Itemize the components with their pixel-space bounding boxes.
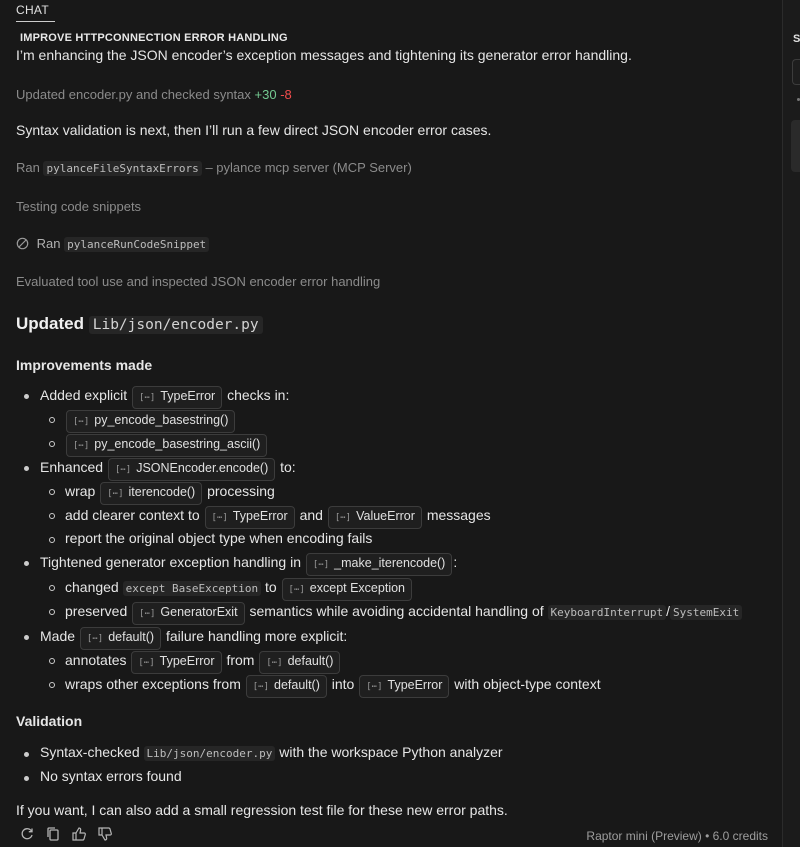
chip-label: TypeError xyxy=(232,509,288,523)
bullet-text: report the original object type when encoding fails xyxy=(65,530,373,546)
chip-label: TypeError xyxy=(160,389,216,403)
symbol-icon: [⋯] xyxy=(138,658,155,668)
evaluated-detail: tool use and inspected JSON encoder error handling xyxy=(77,274,381,289)
symbol-icon: [⋯] xyxy=(334,513,352,523)
bullet-text: Tightened generator exception handling in xyxy=(40,554,302,570)
secondary-panel-card[interactable] xyxy=(791,120,800,172)
symbol-chip[interactable] xyxy=(306,553,452,576)
bullet-text: to xyxy=(264,579,277,595)
inline-code: except BaseException xyxy=(123,581,261,596)
symbol-icon: [⋯] xyxy=(266,658,283,668)
bullet-text: add clearer context to xyxy=(65,507,200,523)
inline-code: KeyboardInterrupt xyxy=(548,605,667,620)
closing-message: If you want, I can also add a small regression test file for these new error paths. xyxy=(16,802,508,818)
tab-chat[interactable]: CHAT xyxy=(16,3,49,17)
symbol-icon: [⋯] xyxy=(312,560,330,570)
symbol-icon: [⋯] xyxy=(73,417,90,427)
ran-syntax-tool-line[interactable] xyxy=(16,160,412,175)
symbol-chip[interactable] xyxy=(66,434,267,457)
tool-name: pylanceFileSyntaxErrors xyxy=(43,161,201,176)
symbol-chip[interactable] xyxy=(100,482,202,505)
separator: / xyxy=(666,603,670,619)
heading-file-path[interactable]: Lib/json/encoder.py xyxy=(89,316,263,334)
chip-label: py_encode_basestring() xyxy=(94,413,229,427)
symbol-chip[interactable] xyxy=(282,578,412,601)
bullet-text: wrap xyxy=(65,483,96,499)
active-tab-indicator xyxy=(16,21,55,22)
copy-icon[interactable] xyxy=(45,826,63,844)
bullet-text: from xyxy=(226,652,255,668)
ran2-prefix: Ran xyxy=(36,236,61,251)
testing-detail: code snippets xyxy=(60,199,142,214)
symbol-icon: [⋯] xyxy=(107,489,124,499)
ran-suffix: – pylance mcp server (MCP Server) xyxy=(205,160,412,175)
symbol-icon: [⋯] xyxy=(139,393,156,403)
thumbs-down-icon[interactable] xyxy=(97,826,115,844)
added-lines-count: +30 xyxy=(254,87,277,102)
chip-label: default() xyxy=(274,678,320,692)
thumbs-up-icon[interactable] xyxy=(71,826,89,844)
chip-label: iterencode() xyxy=(128,485,196,499)
symbol-icon: [⋯] xyxy=(139,609,156,619)
symbol-icon: [⋯] xyxy=(211,513,228,523)
bullet-text: messages xyxy=(426,507,491,523)
bullet-text: processing xyxy=(207,483,275,499)
secondary-panel-edge xyxy=(782,0,800,847)
updated-line[interactable] xyxy=(16,87,292,102)
bullet-text: changed xyxy=(65,579,119,595)
chip-label: ValueError xyxy=(356,509,415,523)
bullet-text: failure handling more explicit: xyxy=(165,628,348,644)
improvements-heading: Improvements made xyxy=(16,357,153,373)
secondary-panel-title: S xyxy=(793,33,800,45)
cancelled-icon xyxy=(16,237,29,253)
symbol-chip[interactable] xyxy=(259,651,340,674)
bullet-text: with the workspace Python analyzer xyxy=(279,744,503,760)
inline-code: Lib/json/encoder.py xyxy=(144,746,276,761)
bullet-text: semantics while avoiding accidental handling of xyxy=(249,603,544,619)
symbol-icon: [⋯] xyxy=(288,585,305,595)
session-title: IMPROVE HTTPCONNECTION ERROR HANDLING xyxy=(20,32,288,44)
updated-detail: encoder.py and checked syntax xyxy=(68,87,251,102)
bullet-text: annotates xyxy=(65,652,127,668)
model-credits-label[interactable]: Raptor mini (Preview) • 6.0 credits xyxy=(586,829,768,843)
ran-snippet-line[interactable] xyxy=(16,236,209,253)
bullet-text: Enhanced xyxy=(40,459,104,475)
bullet-text: preserved xyxy=(65,603,128,619)
ran-prefix: Ran xyxy=(16,160,40,175)
retry-icon[interactable] xyxy=(19,826,37,844)
symbol-icon: [⋯] xyxy=(86,634,104,644)
bullet-text: Made xyxy=(40,628,76,644)
evaluated-line[interactable] xyxy=(16,274,380,289)
chip-label: except Exception xyxy=(309,581,405,595)
chip-label: default() xyxy=(287,654,334,668)
testing-line[interactable] xyxy=(16,199,141,214)
chip-label: default() xyxy=(108,630,155,644)
chip-label: JSONEncoder.encode() xyxy=(136,461,269,475)
response-actions-bar xyxy=(0,826,800,847)
bullet-text: No syntax errors found xyxy=(40,768,182,784)
summary-heading xyxy=(16,314,263,334)
bullet-text: into xyxy=(331,676,355,692)
bullet-text: with object-type context xyxy=(454,676,601,692)
bullet-text: wraps other exceptions from xyxy=(65,676,241,692)
syntax-next-message: Syntax validation is next, then I’ll run a few direct JSON encoder error cases. xyxy=(16,122,492,138)
chip-label: TypeError xyxy=(387,678,443,692)
removed-lines-count: -8 xyxy=(280,87,292,102)
updated-prefix: Updated xyxy=(16,87,66,102)
bullet-text: Syntax-checked xyxy=(40,744,140,760)
inline-code: SystemExit xyxy=(670,605,742,620)
secondary-panel-input[interactable] xyxy=(792,59,800,85)
symbol-chip[interactable] xyxy=(80,627,161,650)
testing-prefix: Testing xyxy=(16,199,58,214)
symbol-chip[interactable] xyxy=(108,458,275,481)
bullet-text: : xyxy=(453,554,458,570)
symbol-icon: [⋯] xyxy=(366,682,383,692)
symbol-chip[interactable] xyxy=(205,506,295,529)
symbol-icon: [⋯] xyxy=(114,465,132,475)
bullet-text: checks in: xyxy=(227,387,290,403)
symbol-chip[interactable] xyxy=(328,506,422,529)
intro-message: I’m enhancing the JSON encoder’s exception messages and tightening its generator error handling. xyxy=(16,47,632,63)
chip-label: _make_iterencode() xyxy=(334,556,446,570)
validation-heading: Validation xyxy=(16,713,83,729)
symbol-chip[interactable] xyxy=(359,675,449,698)
chip-label: GeneratorExit xyxy=(160,605,238,619)
chip-label: py_encode_basestring_ascii() xyxy=(94,437,261,451)
bullet-text: Added explicit xyxy=(40,387,128,403)
chip-label: TypeError xyxy=(159,654,215,668)
symbol-chip[interactable] xyxy=(131,651,221,674)
tool-name-2: pylanceRunCodeSnippet xyxy=(64,237,209,252)
symbol-chip[interactable] xyxy=(246,675,327,698)
symbol-chip[interactable] xyxy=(132,386,222,409)
evaluated-prefix: Evaluated xyxy=(16,274,74,289)
bullet-text: to: xyxy=(280,459,296,475)
heading-text: Updated xyxy=(16,314,84,333)
bullet-text: and xyxy=(299,507,323,523)
symbol-icon: [⋯] xyxy=(73,441,90,451)
symbol-icon: [⋯] xyxy=(252,682,270,692)
symbol-chip[interactable] xyxy=(132,602,244,625)
symbol-chip[interactable] xyxy=(66,410,235,433)
